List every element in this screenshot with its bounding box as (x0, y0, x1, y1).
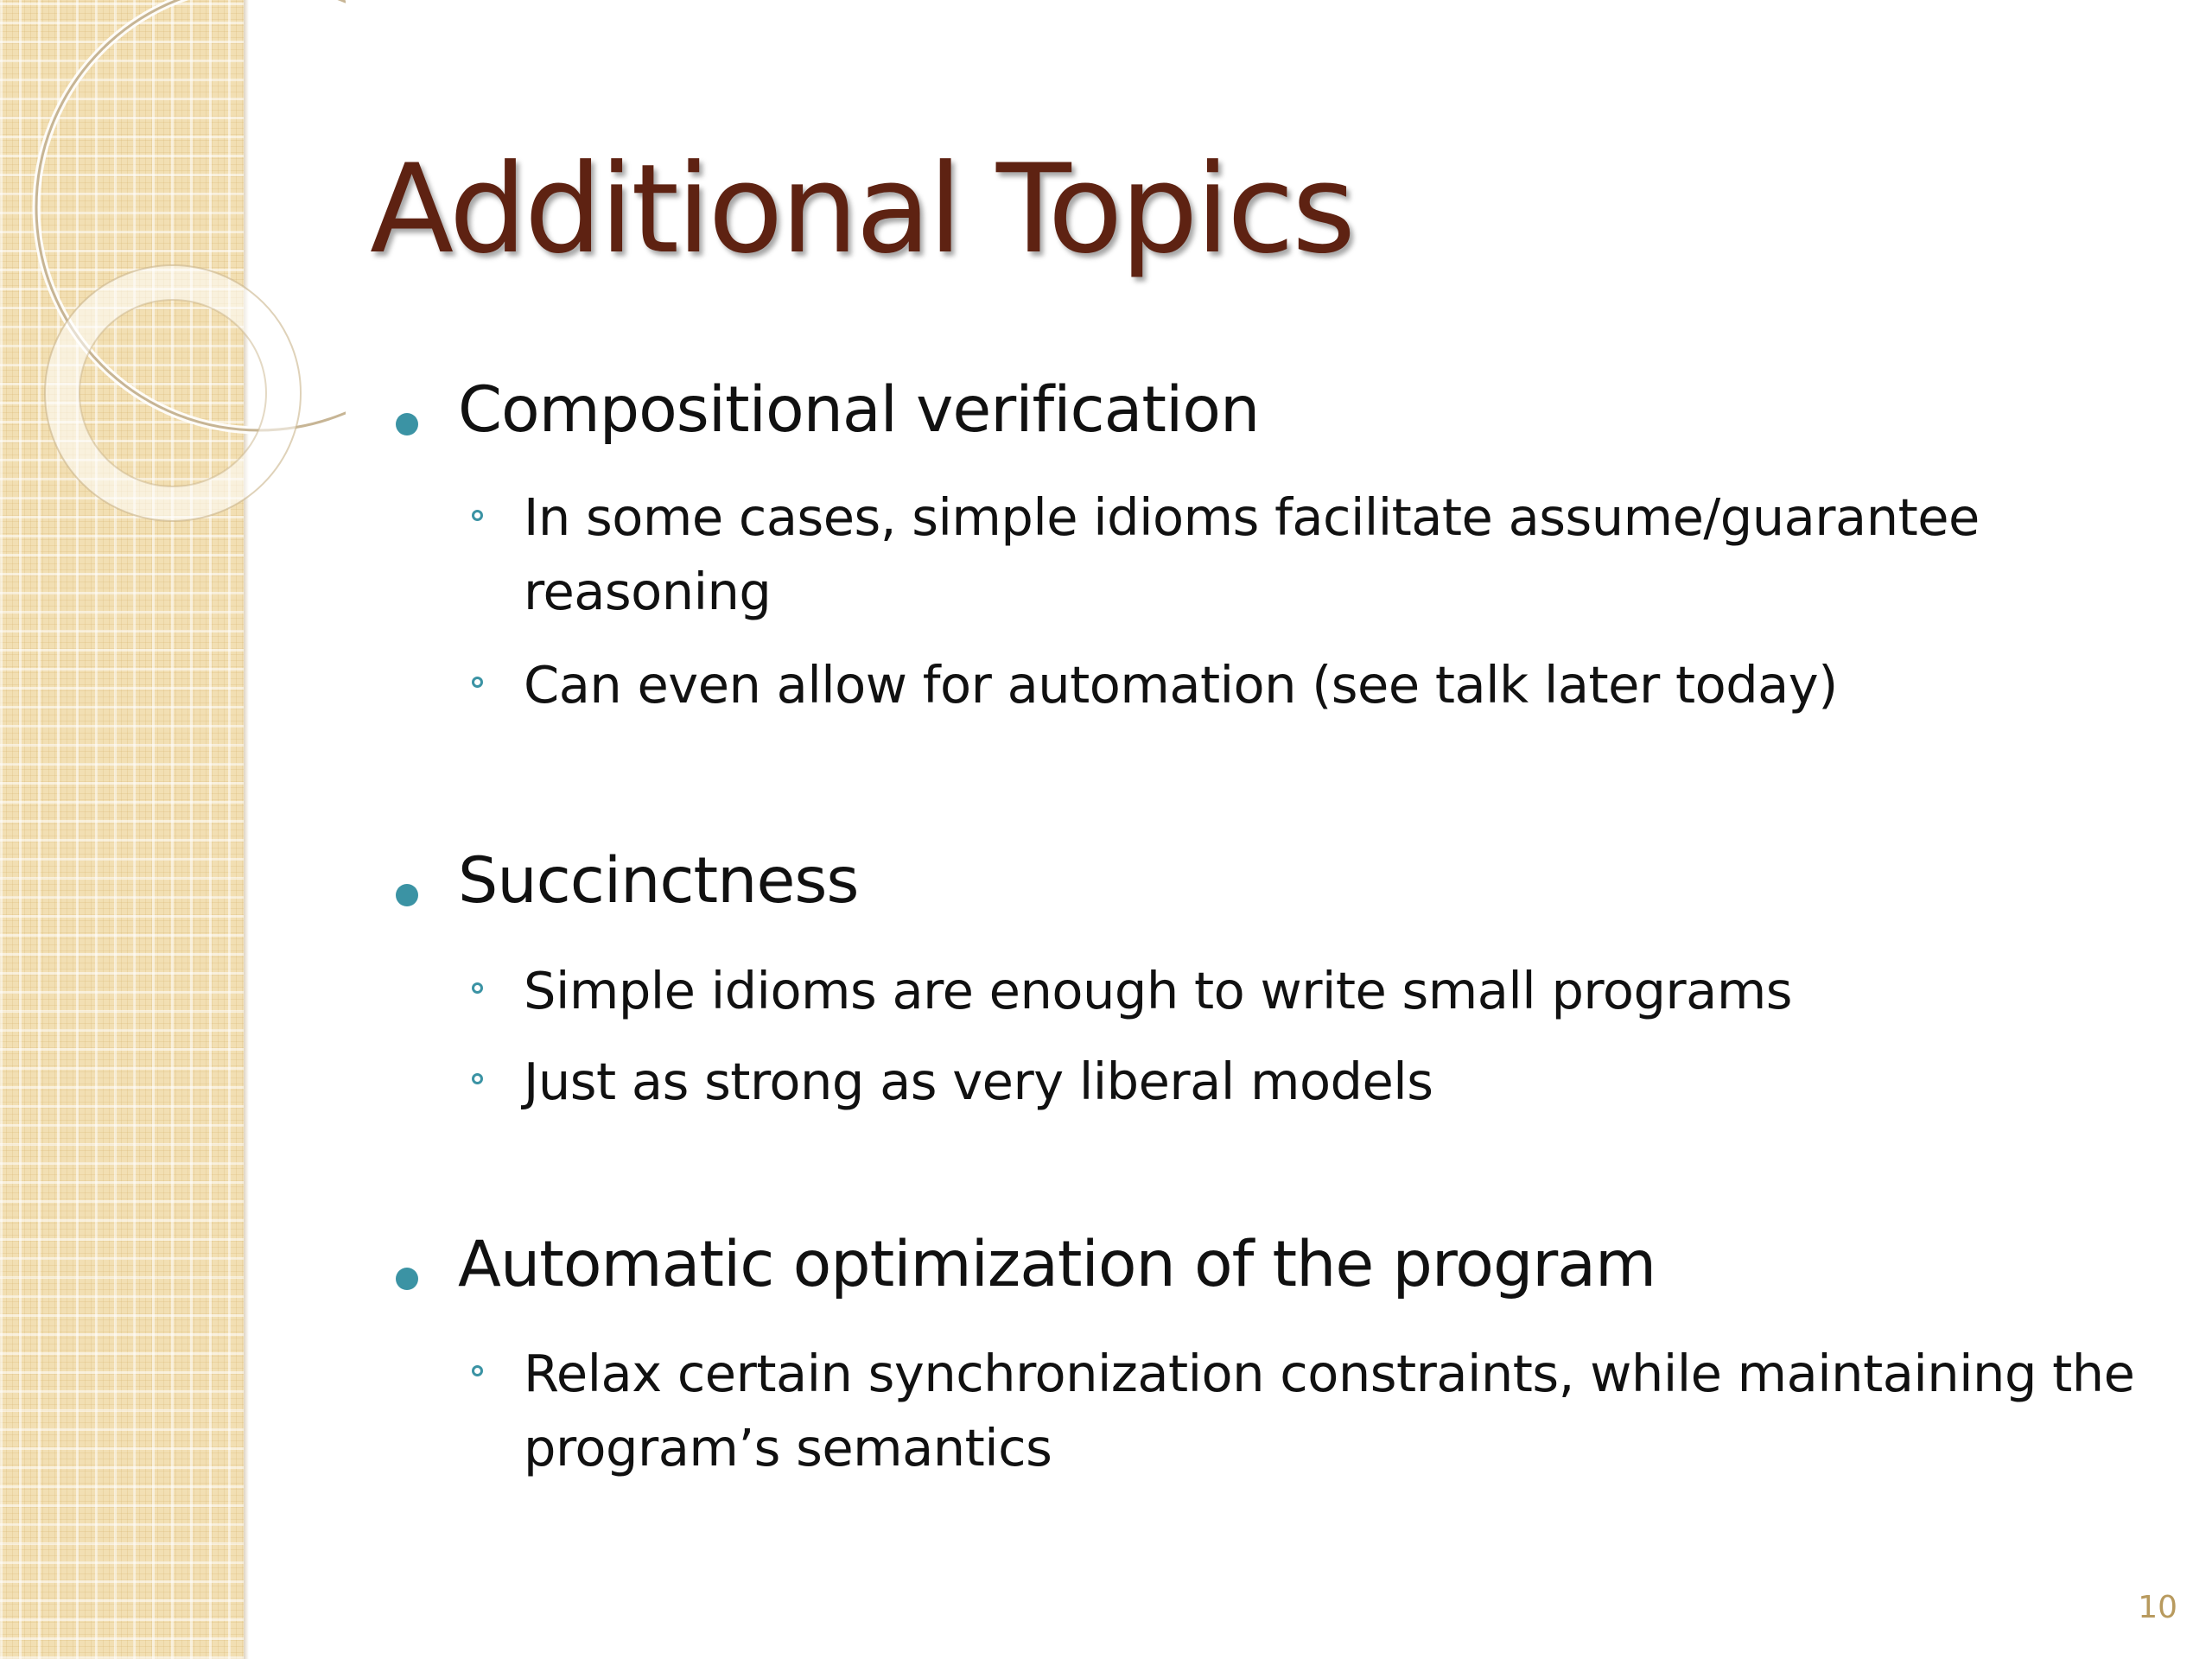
sub-point-assume-guarantee-line1: In some cases, simple idioms facilitate assume/guarantee (524, 487, 1980, 547)
sub-bullet-icon (472, 1073, 483, 1084)
bullet-icon (396, 413, 418, 435)
sub-bullet-icon (472, 510, 483, 521)
sub-point-relax-constraints-line2: program’s semantics (524, 1418, 1052, 1478)
sub-bullet-icon (472, 982, 483, 994)
bullet-succinctness: Succinctness (458, 844, 859, 918)
sub-point-relax-constraints-line1: Relax certain synchronization constraints, while maintaining the (524, 1344, 2135, 1403)
sub-point-assume-guarantee-line2: reasoning (524, 562, 772, 621)
band-edge-shadow (244, 0, 249, 1659)
sub-point-liberal-models: Just as strong as very liberal models (524, 1052, 1433, 1111)
bullet-icon (396, 1268, 418, 1290)
bullet-compositional-verification: Compositional verification (458, 373, 1260, 447)
sub-point-small-programs: Simple idioms are enough to write small programs (524, 961, 1793, 1020)
sub-bullet-icon (472, 677, 483, 688)
decorative-band (0, 0, 244, 1659)
page-number: 10 (2138, 1590, 2177, 1625)
slide-title: Additional Topics (370, 138, 1354, 281)
sub-bullet-icon (472, 1365, 483, 1376)
bullet-automatic-optimization: Automatic optimization of the program (458, 1228, 1656, 1301)
sub-point-automation: Can even allow for automation (see talk later today) (524, 655, 1838, 715)
bullet-icon (396, 884, 418, 906)
